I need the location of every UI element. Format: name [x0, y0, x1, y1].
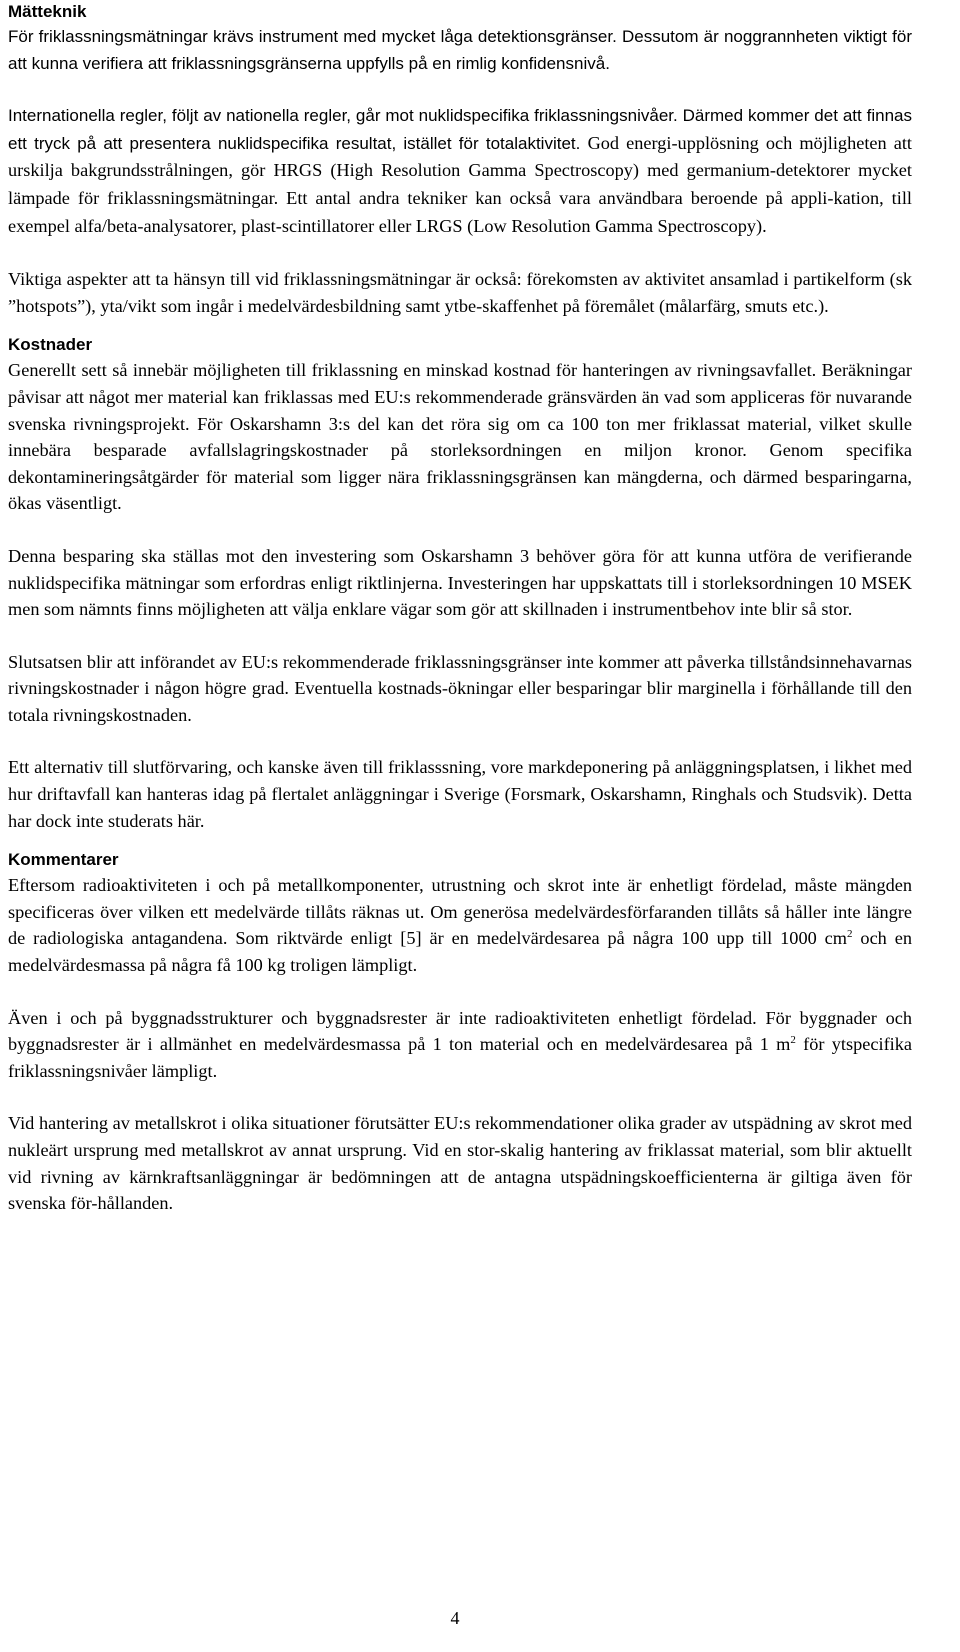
- text-span: för ytspecifika friklassningsnivåer lämpligt.: [8, 1034, 912, 1081]
- document-page: [8, 0, 912, 1217]
- heading-kostnader: Kostnader: [8, 335, 93, 355]
- paragraph: Viktiga aspekter att ta hänsyn till vid friklassningsmätningar är också: förekomsten av aktivitet ansamlad i partikelform (sk ”hotspots”), yta/vikt som ingår i medelvärdesbildning samt ytbe-skaffenhet på föremålet (målarfärg, smuts etc.).: [8, 269, 912, 316]
- superscript: 2: [790, 1034, 796, 1047]
- paragraph: Slutsatsen blir att införandet av EU:s rekommenderade friklassningsgränser inte kommer att påverka tillståndsinnehavarnas rivningskostnader i någon högre grad. Eventuella kostnads-ökningar eller besparingar blir marginella i förhållande till den totala rivningskostnaden.: [8, 651, 912, 725]
- text-span: och en medelvärdesmassa på några få 100 kg troligen lämpligt.: [8, 928, 913, 976]
- paragraph: [8, 872, 912, 978]
- text-span: Eftersom radioaktiviteten i och på metallkomponenter, utrustning och skrot inte är enhetligt fördelad, måste mängden specificeras över vilken ett medelvärde tillåts räknas ut. Om generösa medelvärdesförfaranden tillåts så håller inte längre de radiologiska antagandena. Som riktvärde enligt [5] är en medelvärdesarea på några 100 upp till 1000 cm: [8, 875, 912, 949]
- page-number: 4: [450, 1608, 460, 1628]
- paragraph: Ett alternativ till slutförvaring, och kanske även till friklasssning, vore markdeponering på anläggningsplatsen, i likhet med hur driftavfall kan hanteras idag på flertalet anläggningar i Sverige (Forsmark, Oskarshamn, Ringhals och Studsvik). Detta har dock inte studerats här.: [8, 757, 912, 831]
- paragraph-serif-part: God energi-upplösning och möjligheten att urskilja bakgrundsstrålningen, gör HRGS (High Resolution Gamma Spectroscopy) med germanium-detektorer mycket lämpade för friklassningsmätningar. Ett antal andra tekniker kan också vara användbara beroende på appli-kation, till exempel alfa/beta-analysatorer, plast-scintillatorer eller LRGS (Low Resolution Gamma Spectroscopy).: [8, 132, 912, 236]
- paragraph: [8, 1005, 912, 1085]
- heading-kommentarer: Kommentarer: [8, 850, 119, 870]
- paragraph: Generellt sett så innebär möjligheten till friklassning en minskad kostnad för hanteringen av rivningsavfallet. Beräkningar påvisar att något mer material kan friklassas med EU:s rekommenderade gränsvärden än vad som appliceras för nuvarande svenska rivningsprojekt. För Oskarshamn 3:s del kan det röra sig om ca 100 ton mer friklassat material, vilket skulle innebära besparade avfallslagringskostnader på storleksordningen en miljon kronor. Genom specifika dekontamineringsåtgärder för material som ligger nära friklassningsgränsen kan mängderna, och därmed besparingarna, ökas väsentligt.: [8, 360, 912, 514]
- paragraph: Denna besparing ska ställas mot den investering som Oskarshamn 3 behöver göra för att kunna utföra de verifierande nuklidspecifika mätningar som erfordras enligt riktlinjerna. Investeringen har uppskattats till i storleksordningen 10 MSEK men som nämnts finns möjligheten att välja enklare vägar som gör att skillnaden i instrumentbehov inte blir så stor.: [8, 545, 912, 620]
- paragraph-sans-part: Internationella regler, följt av nationella regler, går mot nuklidspecifika friklassningsnivåer. Därmed kommer det att finnas ett tryck på att presentera nuklidspecifika resultat, istället för totalaktivitet.: [8, 106, 912, 153]
- text-span: Även i och på byggnadsstrukturer och byggnadsrester är inte radioaktiviteten enhetligt fördelad. För byggnader och byggnadsrester är i allmänhet en medelvärdesmassa på 1 ton material och en medelvärdesarea på 1 m: [8, 1007, 912, 1055]
- superscript: 2: [847, 928, 853, 941]
- heading-matteknik: Mätteknik: [8, 2, 87, 21]
- paragraph: För friklassningsmätningar krävs instrument med mycket låga detektionsgränser. Dessutom är noggrannheten viktigt för att kunna verifiera att friklassningsgränserna uppfylls på en rimlig konfidensnivå.: [8, 27, 912, 73]
- paragraph: [8, 103, 912, 240]
- paragraph: Vid hantering av metallskrot i olika situationer förutsätter EU:s rekommendationer olika grader av utspädning av skrot med nukleärt ursprung med metallskrot av annat ursprung. Vid en stor-skalig hantering av friklassat material, som blir aktuellt vid rivning av kärnkraftsanläggningar är bedömningen att de antagna utspädningskoefficienterna är giltiga även för svenska för-hållanden.: [8, 1113, 912, 1214]
